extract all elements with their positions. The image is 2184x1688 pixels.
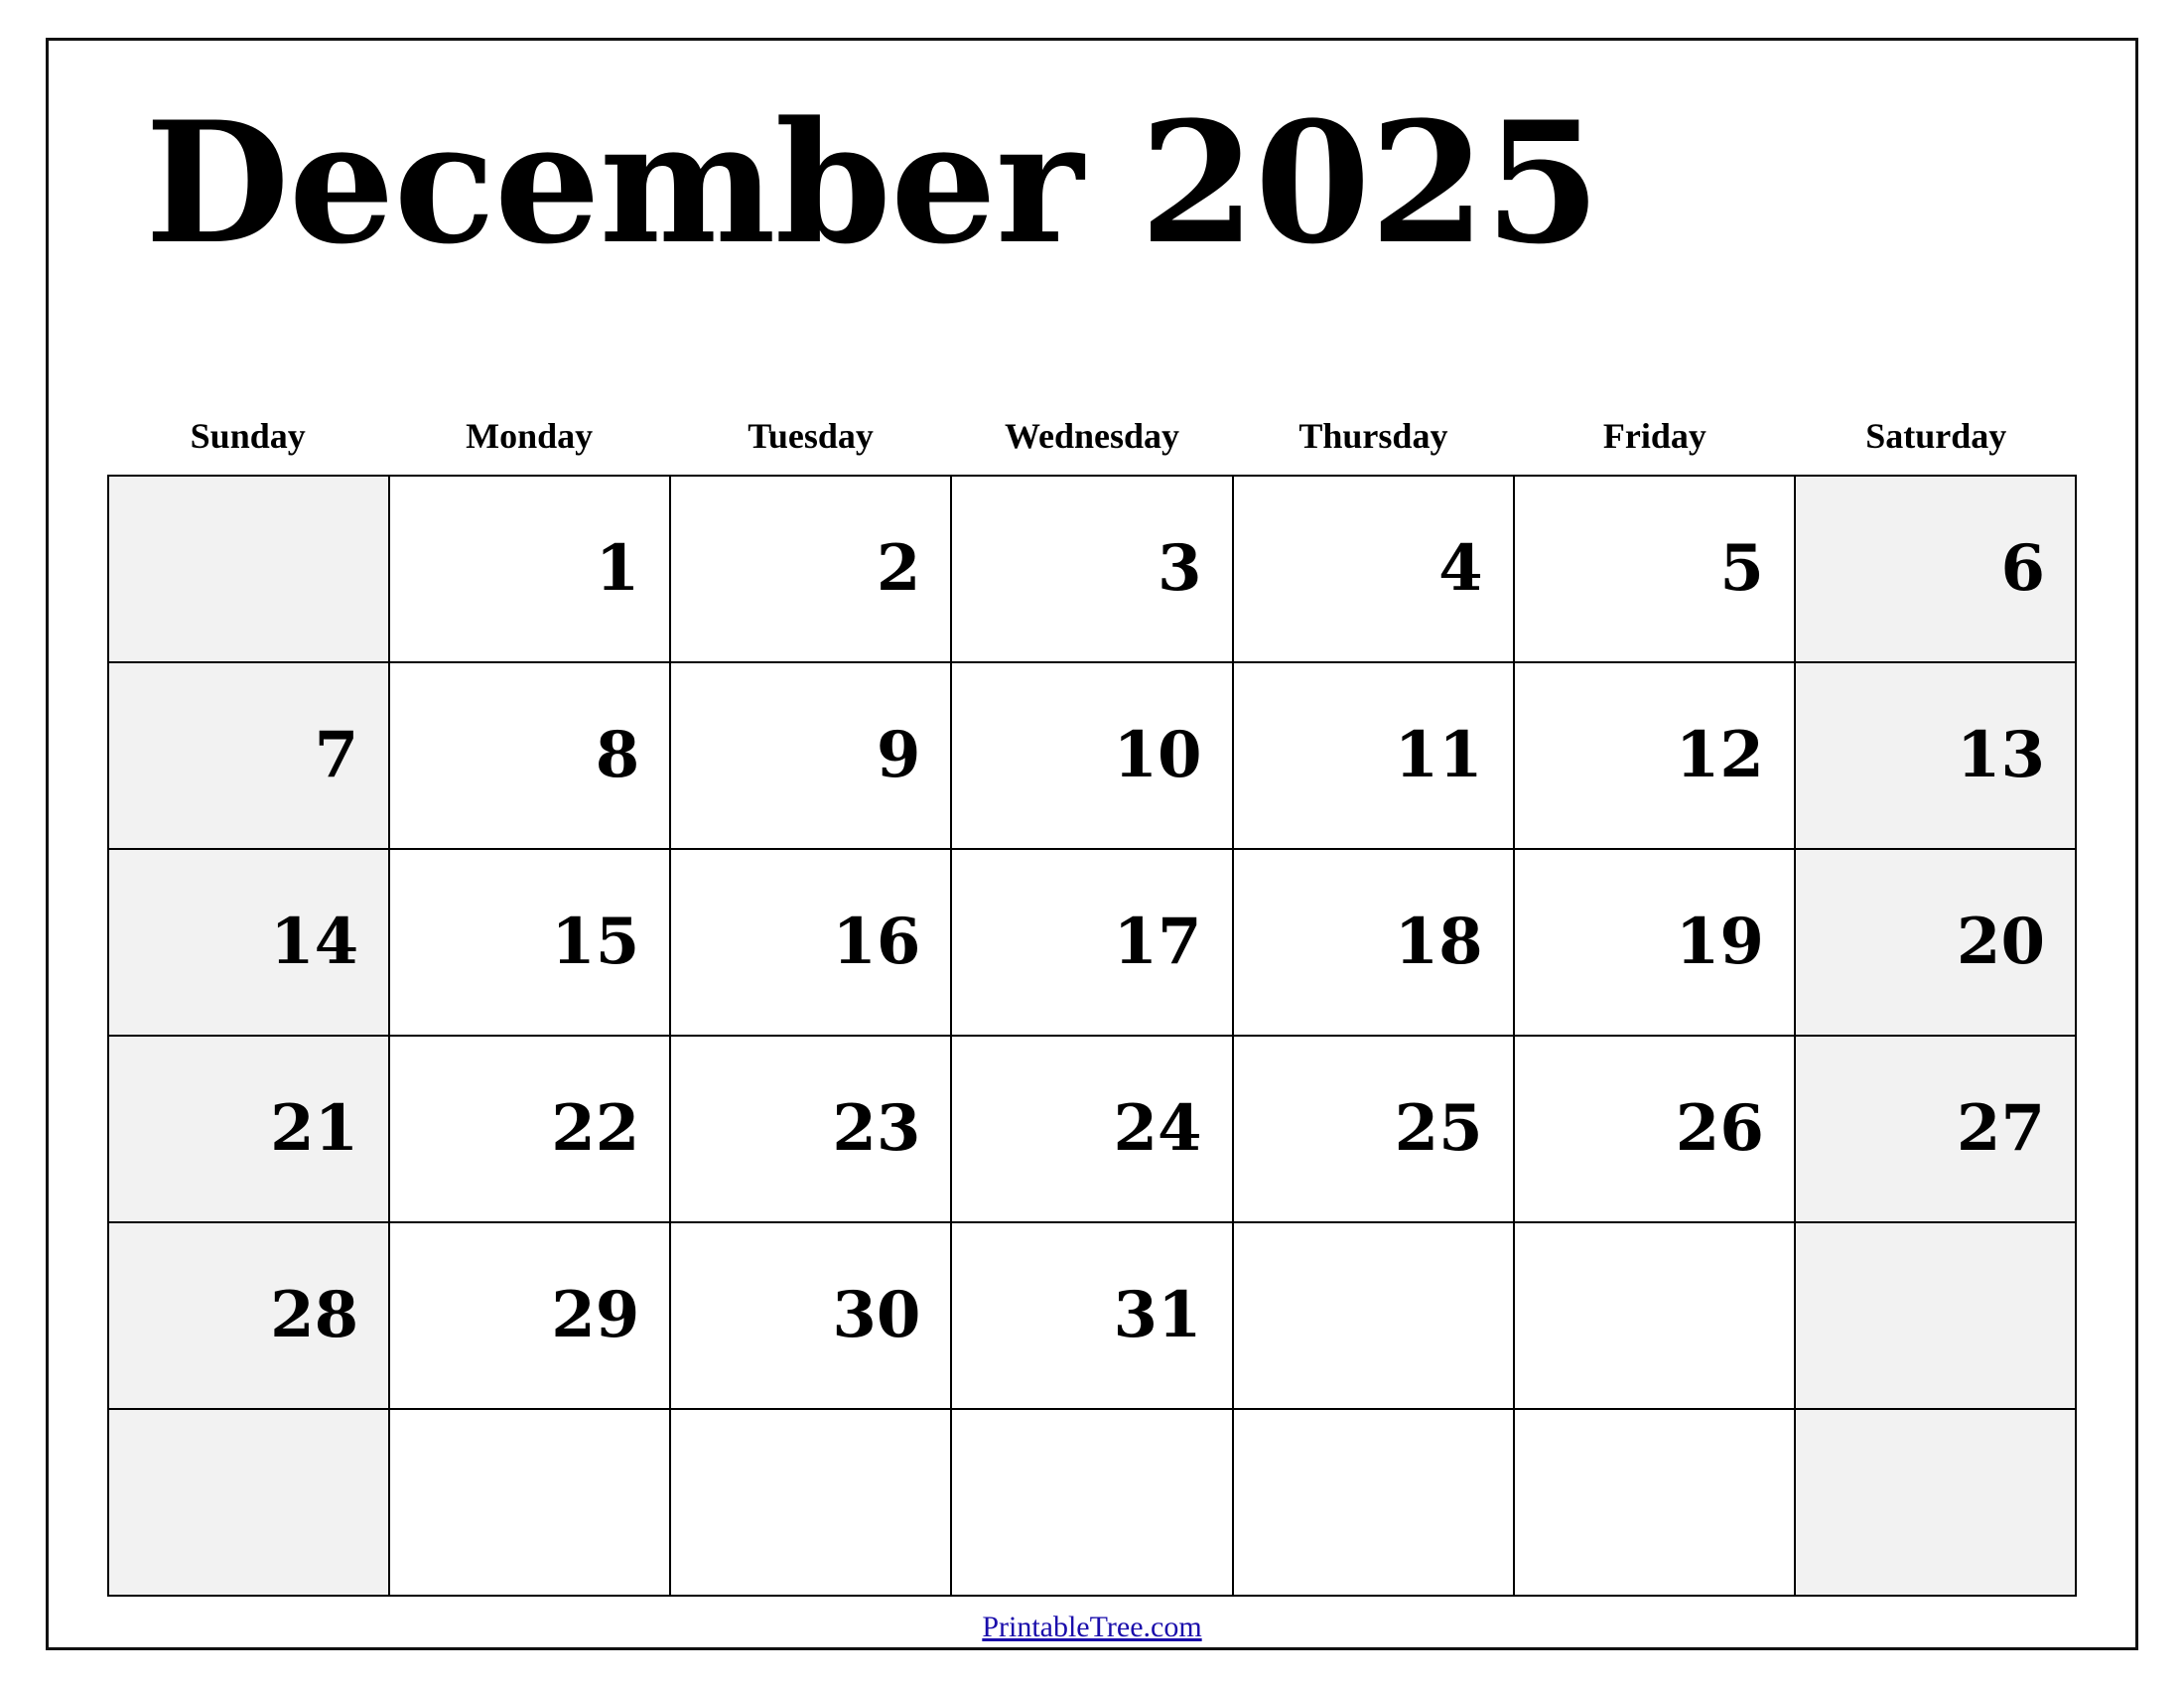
weekday-label-thursday: Thursday: [1298, 416, 1448, 456]
calendar-day-cell[interactable]: [390, 850, 671, 1037]
day-number: 15: [551, 905, 640, 979]
calendar-empty-cell[interactable]: [1796, 1410, 2077, 1597]
calendar-day-cell[interactable]: [390, 1223, 671, 1410]
day-number: 26: [1675, 1091, 1764, 1166]
day-number: 5: [1719, 531, 1764, 606]
calendar-empty-cell[interactable]: [109, 1410, 390, 1597]
weekday-header-row: [107, 415, 2077, 475]
calendar-day-cell[interactable]: [1796, 1037, 2077, 1223]
calendar-day-cell[interactable]: [1515, 850, 1796, 1037]
day-number: 14: [270, 905, 359, 979]
calendar-grid: [107, 475, 2077, 1597]
day-number: 1: [595, 531, 640, 606]
calendar-day-cell[interactable]: [1234, 663, 1515, 850]
calendar-day-cell[interactable]: [671, 1223, 952, 1410]
day-number: 17: [1113, 905, 1202, 979]
weekday-label-wednesday: Wednesday: [1004, 416, 1180, 456]
day-number: 23: [832, 1091, 921, 1166]
source-link[interactable]: PrintableTree.com: [982, 1611, 1202, 1643]
calendar-day-cell[interactable]: [1515, 477, 1796, 663]
calendar-day-cell[interactable]: [671, 663, 952, 850]
calendar-day-cell[interactable]: [390, 663, 671, 850]
day-number: 8: [595, 718, 640, 792]
calendar-day-cell[interactable]: [109, 663, 390, 850]
day-number: 16: [832, 905, 921, 979]
day-number: 6: [2000, 531, 2045, 606]
day-number: 10: [1113, 718, 1202, 792]
calendar-day-cell[interactable]: [1234, 850, 1515, 1037]
weekday-label-friday: Friday: [1602, 416, 1706, 456]
weekday-label-sunday: Sunday: [190, 416, 306, 456]
day-number: 27: [1956, 1091, 2045, 1166]
calendar-day-cell[interactable]: [1515, 1037, 1796, 1223]
calendar-day-cell[interactable]: [1796, 477, 2077, 663]
day-number: 30: [832, 1278, 921, 1352]
calendar-empty-cell[interactable]: [952, 1410, 1233, 1597]
calendar-empty-cell[interactable]: [390, 1410, 671, 1597]
calendar-day-cell[interactable]: [109, 1037, 390, 1223]
day-number: 24: [1113, 1091, 1202, 1166]
calendar-day-cell[interactable]: [952, 1223, 1233, 1410]
day-number: 18: [1394, 905, 1483, 979]
day-number: 31: [1113, 1278, 1202, 1352]
calendar-day-cell[interactable]: [109, 850, 390, 1037]
calendar-day-cell[interactable]: [952, 477, 1233, 663]
day-number: 29: [551, 1278, 640, 1352]
calendar-day-cell[interactable]: [952, 850, 1233, 1037]
calendar-day-cell[interactable]: [1234, 1037, 1515, 1223]
calendar-day-cell[interactable]: [1796, 850, 2077, 1037]
calendar-empty-cell[interactable]: [671, 1410, 952, 1597]
calendar-empty-cell[interactable]: [109, 477, 390, 663]
day-number: 9: [876, 718, 921, 792]
weekday-label-tuesday: Tuesday: [748, 416, 874, 456]
calendar-day-cell[interactable]: [1515, 663, 1796, 850]
day-number: 7: [314, 718, 359, 792]
day-number: 25: [1394, 1091, 1483, 1166]
day-number: 28: [270, 1278, 359, 1352]
calendar-day-cell[interactable]: [109, 1223, 390, 1410]
calendar-day-cell[interactable]: [952, 1037, 1233, 1223]
calendar-day-cell[interactable]: [1234, 477, 1515, 663]
day-number: 3: [1158, 531, 1202, 606]
day-number: 4: [1438, 531, 1483, 606]
calendar-empty-cell[interactable]: [1234, 1223, 1515, 1410]
day-number: 21: [270, 1091, 359, 1166]
calendar-day-cell[interactable]: [1796, 663, 2077, 850]
calendar-empty-cell[interactable]: [1796, 1223, 2077, 1410]
day-number: 22: [551, 1091, 640, 1166]
calendar-empty-cell[interactable]: [1515, 1223, 1796, 1410]
day-number: 13: [1956, 718, 2045, 792]
day-number: 20: [1956, 905, 2045, 979]
day-number: 19: [1675, 905, 1764, 979]
footer: [87, 1597, 2097, 1654]
day-number: 2: [876, 531, 921, 606]
calendar-day-cell[interactable]: [671, 850, 952, 1037]
calendar-day-cell[interactable]: [671, 1037, 952, 1223]
calendar-day-cell[interactable]: [671, 477, 952, 663]
day-number: 11: [1394, 718, 1483, 792]
calendar-day-cell[interactable]: [390, 477, 671, 663]
calendar-day-cell[interactable]: [390, 1037, 671, 1223]
calendar-empty-cell[interactable]: [1234, 1410, 1515, 1597]
day-number: 12: [1675, 718, 1764, 792]
page-title: December 2025: [145, 84, 1600, 281]
weekday-label-monday: Monday: [466, 416, 594, 456]
calendar-day-cell[interactable]: [952, 663, 1233, 850]
weekday-label-saturday: Saturday: [1865, 416, 2007, 456]
calendar-empty-cell[interactable]: [1515, 1410, 1796, 1597]
